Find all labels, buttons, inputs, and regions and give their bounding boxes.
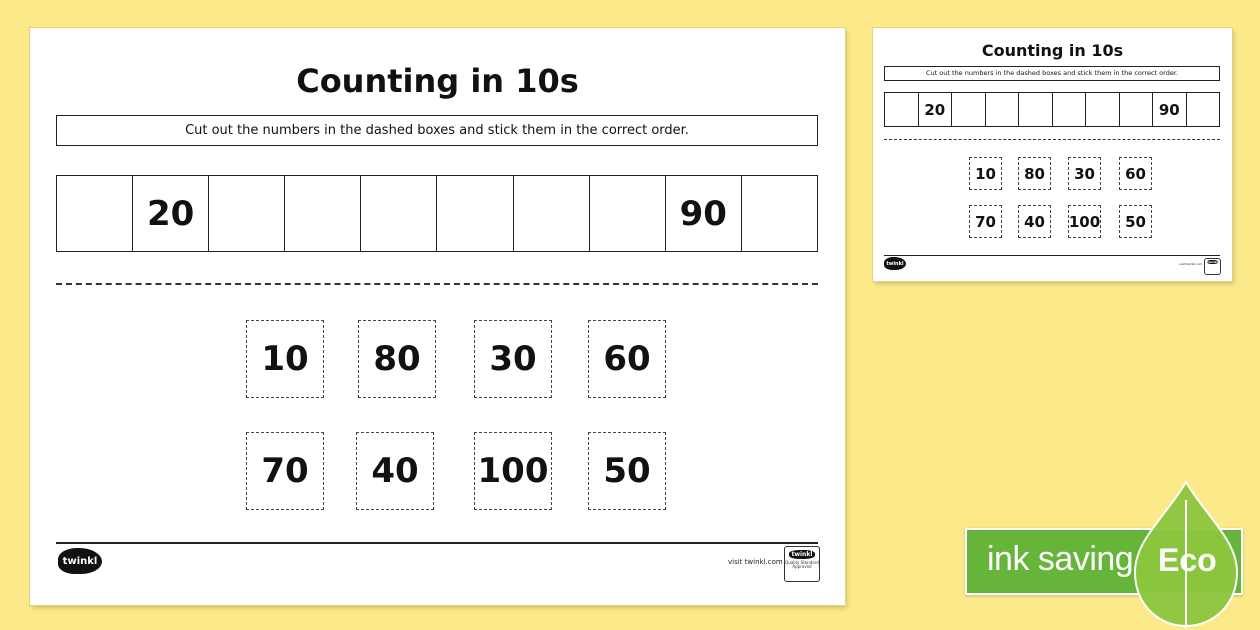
sequence-cell	[436, 176, 512, 251]
thumbnail-instruction-box: Cut out the numbers in the dashed boxes and stick them in the correct order.	[884, 66, 1220, 81]
sequence-cell	[589, 176, 665, 251]
twinkl-logo: twinkl	[884, 257, 906, 270]
footer-line	[56, 542, 818, 544]
thumbnail-card: 100	[1068, 205, 1101, 238]
sequence-cell	[741, 176, 817, 251]
sequence-cell	[360, 176, 436, 251]
visit-link-text: visit twinkl.com	[1179, 262, 1203, 266]
sequence-cell	[284, 176, 360, 251]
worksheet-thumbnail	[873, 28, 1232, 281]
instruction-box: Cut out the numbers in the dashed boxes and stick them in the correct order.	[56, 115, 818, 146]
twinkl-logo: twinkl	[58, 548, 102, 574]
sequence-cell: 20	[918, 93, 952, 126]
thumbnail-card: 60	[1119, 157, 1152, 190]
thumbnail-sequence-strip	[884, 92, 1220, 127]
sequence-cell	[885, 93, 918, 126]
thumbnail-card: 30	[1068, 157, 1101, 190]
sequence-strip	[56, 175, 818, 252]
thumbnail-card: 80	[1018, 157, 1051, 190]
number-card: 10	[246, 320, 324, 398]
quality-badge-icon	[1204, 258, 1221, 275]
sequence-cell	[985, 93, 1019, 126]
sequence-cell	[1052, 93, 1086, 126]
cut-line	[56, 283, 818, 285]
worksheet-title: Counting in 10s	[296, 62, 579, 100]
worksheet-page	[30, 28, 845, 605]
number-card: 30	[474, 320, 552, 398]
sequence-cell	[57, 176, 132, 251]
sequence-cell: 20	[132, 176, 208, 251]
thumbnail-footer-line	[884, 255, 1220, 256]
thumbnail-cut-line	[884, 139, 1220, 140]
badge-logo: twinkl	[789, 550, 815, 559]
sequence-cell	[1018, 93, 1052, 126]
number-card: 70	[246, 432, 324, 510]
number-card: 50	[588, 432, 666, 510]
sequence-cell	[1085, 93, 1119, 126]
thumbnail-card: 10	[969, 157, 1002, 190]
sequence-cell	[951, 93, 985, 126]
visit-link-text: visit twinkl.com	[728, 558, 783, 566]
thumbnail-card: 40	[1018, 205, 1051, 238]
number-card: 60	[588, 320, 666, 398]
ink-saving-label: ink saving	[987, 540, 1134, 578]
sequence-cell	[513, 176, 589, 251]
badge-text: Quality Standard Approved	[785, 560, 819, 569]
badge-logo: twinkl	[1207, 260, 1218, 264]
number-card: 100	[474, 432, 552, 510]
sequence-cell: 90	[665, 176, 741, 251]
sequence-cell	[1186, 93, 1220, 126]
thumbnail-card: 70	[969, 205, 1002, 238]
eco-label: Eco	[1158, 542, 1217, 578]
thumbnail-card: 50	[1119, 205, 1152, 238]
number-card: 80	[358, 320, 436, 398]
sequence-cell: 90	[1152, 93, 1186, 126]
thumbnail-title: Counting in 10s	[981, 41, 1124, 60]
number-card: 40	[356, 432, 434, 510]
quality-badge-icon	[784, 546, 820, 582]
sequence-cell	[1119, 93, 1153, 126]
sequence-cell	[208, 176, 284, 251]
